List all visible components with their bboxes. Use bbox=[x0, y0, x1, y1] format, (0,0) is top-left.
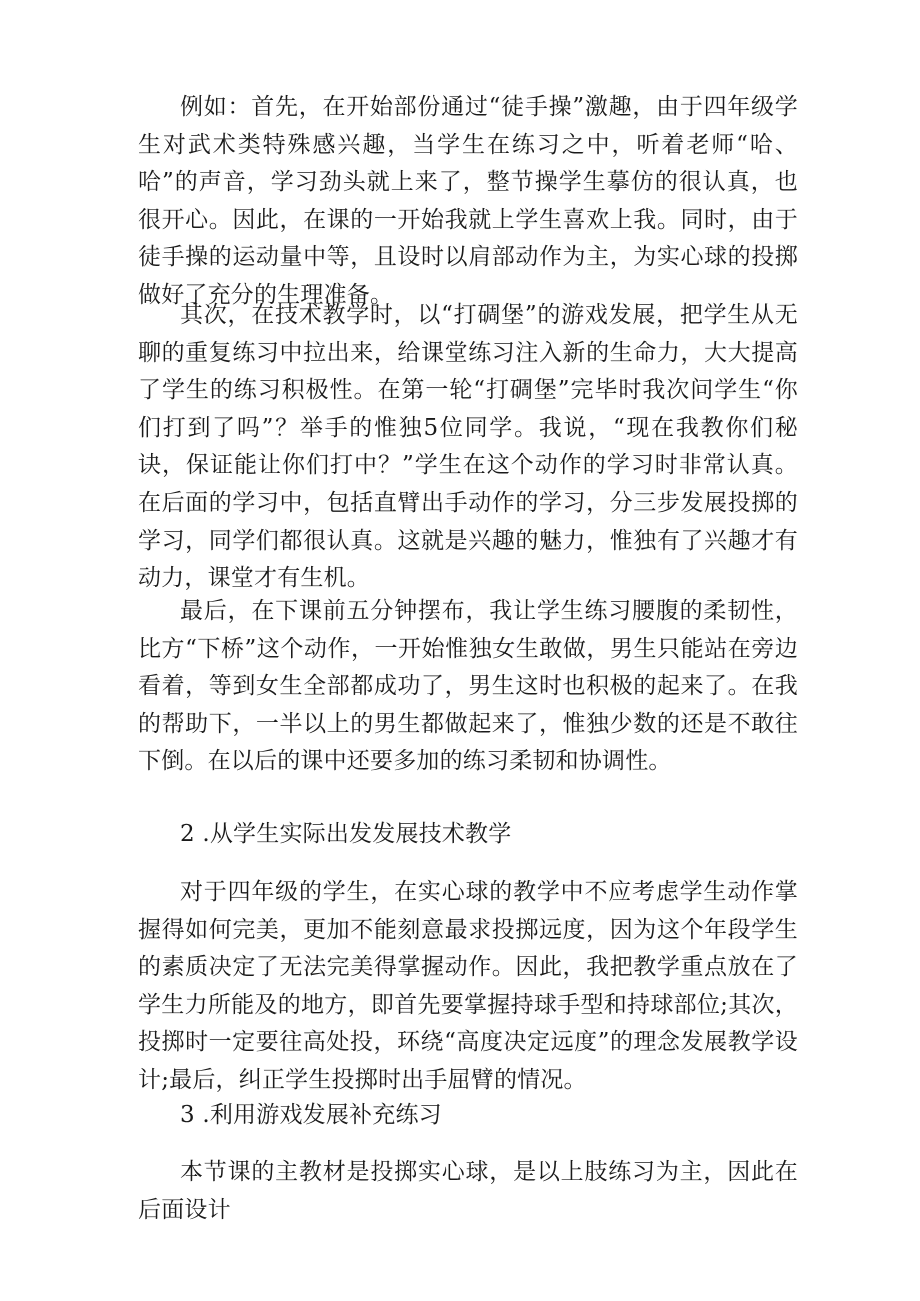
paragraph-teaching-focus: 对于四年级的学生，在实心球的教学中不应考虑学生动作掌握得如何完美，更加不能刻意最求投掷远度，因为这个年段学生的素质决定了无法完美得掌握动作。因此，我把教学重点放在了学生力所能及的地方，即首先要掌握持球手型和持球部位;其次，投掷时一定要往高处投，环绕“高度决定远度”的理念发展教学设计;最后，纠正学生投掷时出手屈臂的情况。 bbox=[138, 879, 798, 1093]
paragraph-flexibility-practice: 最后，在下课前五分钟摆布，我让学生练习腰腹的柔韧性，比方“下桥”这个动作，一开始惟独女生敢做，男生只能站在旁边看着，等到女生全部都成功了，男生这时也积极的起来了。在我的帮助下，一半以上的男生都做起来了，惟独少数的还是不敢往下倒。在以后的课中还要多加的练习柔韧和协调性。 bbox=[138, 598, 798, 775]
section-heading-2: 2 .从学生实际出发发展技术教学 bbox=[180, 821, 512, 847]
paragraph-game-teaching: 其次，在技术教学时，以“打碉堡”的游戏发展，把学生从无聊的重复练习中拉出来，给课堂练习注入新的生命力，大大提高了学生的练习积极性。在第一轮“打碉堡”完毕时我次问学生“你们打到了吗”？举手的惟独5位同学。我说，“现在我教你们秘诀，保证能让你们打中？”学生在这个动作的学习时非常认真。在后面的学习中，包括直臂出手动作的学习，分三步发展投掷的学习，同学们都很认真。这就是兴趣的魅力，惟独有了兴趣才有动力，课堂才有生机。 bbox=[138, 302, 798, 592]
paragraph-warmup-example: 例如：首先，在开始部份通过“徒手操”激趣，由于四年级学生对武术类特殊感兴趣，当学生在练习之中，听着老师“哈、哈”的声音，学习劲头就上来了，整节操学生摹仿的很认真，也很开心。因此，在课的一开始我就上学生喜欢上我。同时，由于徒手操的运动量中等，且设时以肩部动作为主，为实心球的投掷做好了充分的生理准备。 bbox=[138, 94, 798, 308]
section-heading-3: 3 .利用游戏发展补充练习 bbox=[180, 1102, 442, 1128]
paragraph-main-material: 本节课的主教材是投掷实心球，是以上肢练习为主，因此在后面设计 bbox=[138, 1159, 798, 1223]
